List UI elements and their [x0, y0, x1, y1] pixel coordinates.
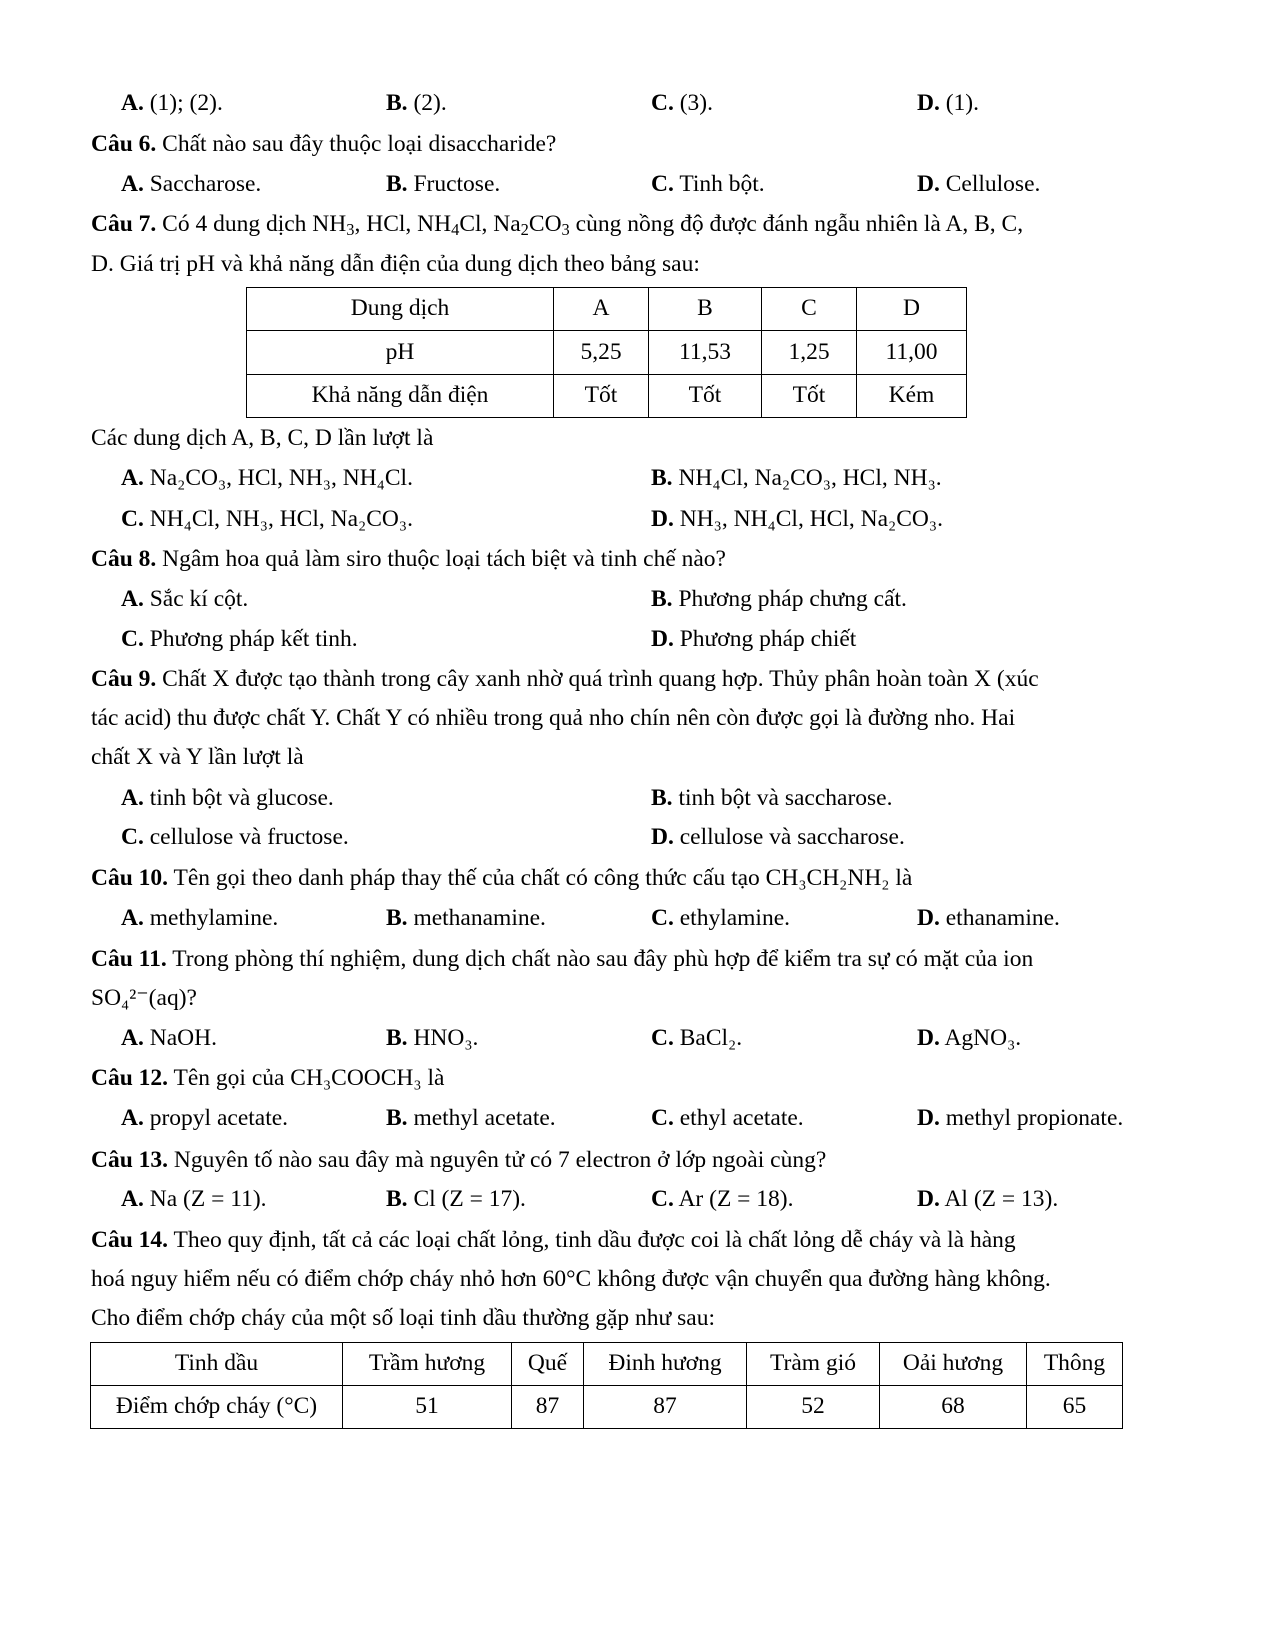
q14-cell: 68 — [880, 1386, 1027, 1429]
q14-header-cell: Đinh hương — [584, 1343, 747, 1386]
question-14-line3: Cho điểm chớp cháy của một số loại tinh dầu thường gặp như sau: — [91, 1305, 716, 1331]
q7-row-label: Khả năng dẫn điện — [247, 375, 554, 418]
q11-option-c: C. BaCl₂. — [651, 1025, 743, 1051]
q10-option-c: C. ethylamine. — [651, 905, 791, 931]
q7-cell: 11,00 — [857, 331, 967, 375]
question-14: Câu 14. Theo quy định, tất cả các loại chất lỏng, tinh dầu được coi là chất lỏng dễ cháy và là hàng — [91, 1227, 1016, 1253]
q7-option-b: B. NH₄Cl, Na₂CO₃, HCl, NH₃. — [651, 465, 942, 491]
q7-header-cell: B — [649, 288, 762, 331]
q14-cell: 65 — [1027, 1386, 1123, 1429]
q7-header-cell: A — [554, 288, 649, 331]
question-14-line2: hoá nguy hiểm nếu có điểm chớp cháy nhỏ hơn 60°C không được vận chuyển qua đường hàng không. — [91, 1266, 1051, 1292]
q7-option-c: C. NH₄Cl, NH₃, HCl, Na₂CO₃. — [121, 506, 413, 532]
q12-option-a: A. propyl acetate. — [121, 1105, 289, 1131]
q10-option-a: A. methylamine. — [121, 905, 279, 931]
q6-option-a: A. Saccharose. — [121, 171, 262, 197]
q14-header-cell: Tràm gió — [747, 1343, 880, 1386]
q7-cell: Tốt — [554, 375, 649, 418]
q14-row-label: Điểm chớp cháy (°C) — [91, 1386, 343, 1429]
q5-option-a: A. (1); (2). — [121, 90, 223, 116]
q14-cell: 87 — [512, 1386, 584, 1429]
q14-header-cell: Thông — [1027, 1343, 1123, 1386]
q7-header-cell: D — [857, 288, 967, 331]
q7-cell: Tốt — [762, 375, 857, 418]
q7-table-row-conductivity — [247, 375, 967, 418]
question-11-line2: SO₄²⁻(aq)? — [91, 985, 197, 1011]
q10-option-b: B. methanamine. — [386, 905, 546, 931]
q7-cell: 5,25 — [554, 331, 649, 375]
q7-option-d: D. NH₃, NH₄Cl, HCl, Na₂CO₃. — [651, 506, 943, 532]
question-7-line2: D. Giá trị pH và khả năng dẫn điện của dung dịch theo bảng sau: — [91, 251, 700, 277]
q9-option-a: A. tinh bột và glucose. — [121, 785, 334, 811]
q8-option-c: C. Phương pháp kết tinh. — [121, 626, 358, 652]
q14-header-cell: Oải hương — [880, 1343, 1027, 1386]
q7-header-cell: Dung dịch — [247, 288, 554, 331]
question-9: Câu 9. Chất X được tạo thành trong cây xanh nhờ quá trình quang hợp. Thủy phân hoàn toàn X (xúc — [91, 666, 1039, 692]
q6-option-c: C. Tinh bột. — [651, 171, 765, 197]
q7-row-label: pH — [247, 331, 554, 375]
q7-cell: Tốt — [649, 375, 762, 418]
q7-table — [246, 287, 967, 418]
question-12: Câu 12. Tên gọi của CH₃COOCH₃ là — [91, 1065, 445, 1091]
q11-option-d: D. AgNO₃. — [917, 1025, 1022, 1051]
q6-option-b: B. Fructose. — [386, 171, 501, 197]
question-7: Câu 7. Có 4 dung dịch $NH_3$, HCl, $NH_4Cl$, $Na_2CO_3$ cùng nồng độ được đánh ngẫu nhiên là A, B, C, — [91, 211, 1024, 240]
question-9-line2: tác acid) thu được chất Y. Chất Y có nhiều trong quả nho chín nên còn được gọi là đường nho. Hai — [91, 705, 1016, 731]
q13-option-b: B. Cl (Z = 17). — [386, 1186, 526, 1212]
q8-option-b: B. Phương pháp chưng cất. — [651, 586, 907, 612]
q7-option-a: A. Na₂CO₃, HCl, NH₃, NH₄Cl. — [121, 465, 413, 491]
q11-option-a: A. NaOH. — [121, 1025, 217, 1051]
q12-option-d: D. methyl propionate. — [917, 1105, 1124, 1131]
question-8: Câu 8. Ngâm hoa quả làm siro thuộc loại tách biệt và tinh chế nào? — [91, 546, 726, 572]
q13-option-a: A. Na (Z = 11). — [121, 1186, 267, 1212]
q14-cell: 51 — [343, 1386, 512, 1429]
q7-cell: 11,53 — [649, 331, 762, 375]
q7-cell: 1,25 — [762, 331, 857, 375]
q14-header-cell: Quế — [512, 1343, 584, 1386]
question-10: Câu 10. Tên gọi theo danh pháp thay thế của chất có công thức cấu tạo CH₃CH₂NH₂ là — [91, 865, 913, 891]
q7-table-row-ph — [247, 331, 967, 375]
q14-header-cell: Trầm hương — [343, 1343, 512, 1386]
question-11: Câu 11. Trong phòng thí nghiệm, dung dịch chất nào sau đây phù hợp để kiểm tra sự có mặt của ion — [91, 946, 1034, 972]
q14-header-cell: Tinh dầu — [91, 1343, 343, 1386]
q14-table-header — [91, 1343, 1123, 1386]
q5-option-d: D. (1). — [917, 90, 980, 116]
q14-cell: 52 — [747, 1386, 880, 1429]
q9-option-b: B. tinh bột và saccharose. — [651, 785, 893, 811]
q13-option-d: D. Al (Z = 13). — [917, 1186, 1059, 1212]
q5-option-b: B. (2). — [386, 90, 447, 116]
q11-option-b: B. HNO₃. — [386, 1025, 479, 1051]
question-9-line3: chất X và Y lần lượt là — [91, 744, 304, 770]
q14-table-row — [91, 1386, 1123, 1429]
q7-table-header — [247, 288, 967, 331]
question-13: Câu 13. Nguyên tố nào sau đây mà nguyên tử có 7 electron ở lớp ngoài cùng? — [91, 1147, 827, 1173]
q6-option-d: D. Cellulose. — [917, 171, 1041, 197]
question-7-prompt: Các dung dịch A, B, C, D lần lượt là — [91, 425, 434, 451]
q8-option-d: D. Phương pháp chiết — [651, 626, 857, 652]
q10-option-d: D. ethanamine. — [917, 905, 1060, 931]
q7-header-cell: C — [762, 288, 857, 331]
q14-table — [90, 1342, 1123, 1429]
q9-option-c: C. cellulose và fructose. — [121, 824, 349, 850]
q12-option-c: C. ethyl acetate. — [651, 1105, 804, 1131]
q12-option-b: B. methyl acetate. — [386, 1105, 556, 1131]
q5-option-c: C. (3). — [651, 90, 714, 116]
q8-option-a: A. Sắc kí cột. — [121, 586, 249, 612]
q14-cell: 87 — [584, 1386, 747, 1429]
q7-cell: Kém — [857, 375, 967, 418]
question-6: Câu 6. Chất nào sau đây thuộc loại disaccharide? — [91, 131, 557, 157]
q9-option-d: D. cellulose và saccharose. — [651, 824, 905, 850]
q13-option-c: C. Ar (Z = 18). — [651, 1186, 794, 1212]
